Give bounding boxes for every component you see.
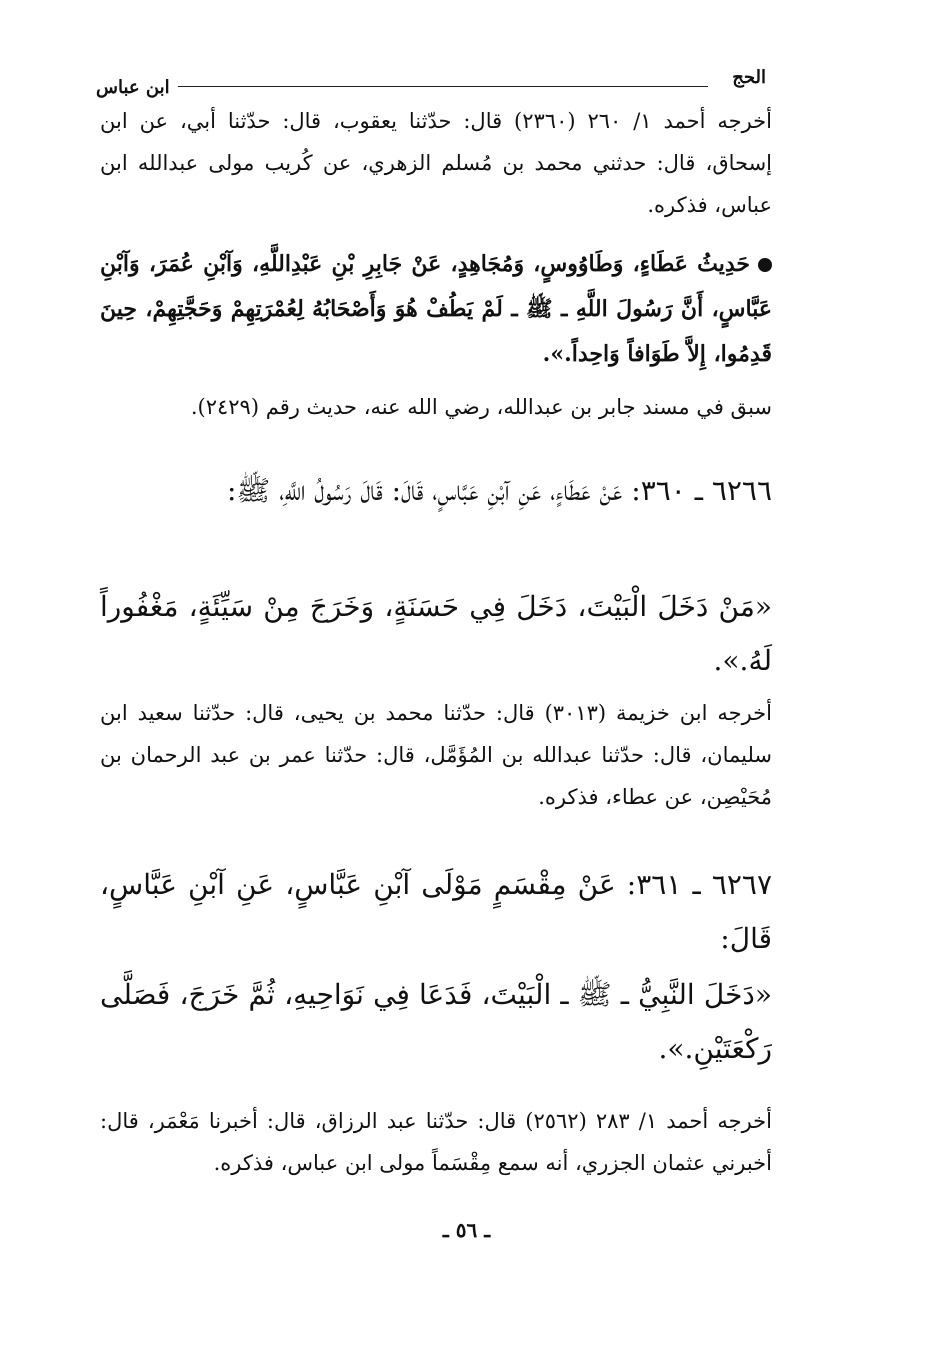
bullet-hadith-text: حَدِيثُ عَطَاءٍ، وَطَاوُوسٍ، وَمُجَاهِدٍ، عَنْ جَابِرِ بْنِ عَبْدِاللَّهِ، وَآبْنِ عُمَرَ، وَآبْنِ عَبَّاسٍ، أَنَّ رَسُولَ اللَّهِ ـ ﷺ ـ لَمْ يَطُفْ هُوَ وَأَصْحَابُهُ لِعُمْرَتِهِمْ وَحَجَّتِهِمْ، حِينَ قَدِمُوا، إِلاَّ طَوَافاً وَاحِداً.». (100, 251, 772, 367)
hadith-6266-matn: «مَنْ دَخَلَ الْبَيْتَ، دَخَلَ فِي حَسَنَةٍ، وَخَرَجَ مِنْ سَيِّئَةٍ، مَغْفُوراً لَهُ.». (100, 590, 772, 677)
hadith-6267-matn: «دَخَلَ النَّبِيُّ ـ ﷺ ـ الْبَيْتَ، فَدَعَا فِي نَوَاحِيهِ، ثُمَّ خَرَجَ، فَصَلَّى رَكْعَتَيْنِ.». (100, 978, 772, 1065)
running-head-rule (178, 86, 708, 87)
hadith-6267-intro: ٦٢٦٧ ـ ٣٦١: عَنْ مِقْسَمٍ مَوْلَى آبْنِ عَبَّاسٍ، عَنِ آبْنِ عَبَّاسٍ، قَالَ: (100, 868, 772, 955)
page-number: ـ ٥٦ ـ (442, 1218, 491, 1242)
takhrij-note-1: أخرجه أحمد ١/ ٢٦٠ (٢٣٦٠) قال: حدّثنا يعقوب، قال: حدّثنا أبي، عن ابن إسحاق، قال: حدثني محمد بن مُسلم الزهري، عن كُريب مولى عبدالله ابن عباس، فذكره. (100, 109, 772, 217)
running-head-section: ابن عباس (96, 77, 170, 98)
cross-reference-note: سبق في مسند جابر بن عبدالله، رضي الله عنه، حديث رقم (٢٤٢٩). (190, 395, 772, 419)
running-head-chapter: الحج (732, 67, 766, 88)
hadith-6266-intro: ٦٢٦٦ ـ ٣٦٠: عَنْ عَطَاءٍ، عَنِ آبْنِ عَبَّاسٍ، قَالَ: قَالَ رَسُولُ اللَّهِ، ﷺ: (226, 474, 772, 507)
takhrij-note-2: أخرجه ابن خزيمة (٣٠١٣) قال: حدّثنا محمد بن يحيى، قال: حدّثنا سعيد ابن سليمان، قال: حدّثنا عبدالله بن المُؤَمَّل، قال: حدّثنا عمر بن عبد الرحمان بن مُحَيْصِن، عن عطاء، فذكره. (100, 701, 772, 809)
running-head (96, 66, 766, 100)
bullet-hadith-paragraph (100, 242, 772, 377)
takhrij-note-3: أخرجه أحمد ١/ ٢٨٣ (٢٥٦٢) قال: حدّثنا عبد الرزاق، قال: أخبرنا مَعْمَر، قال: أخبرني عثمان الجزري، أنه سمع مِقْسَماً مولى ابن عباس، فذكره. (100, 1109, 772, 1175)
bullet-dot-icon (758, 258, 772, 272)
